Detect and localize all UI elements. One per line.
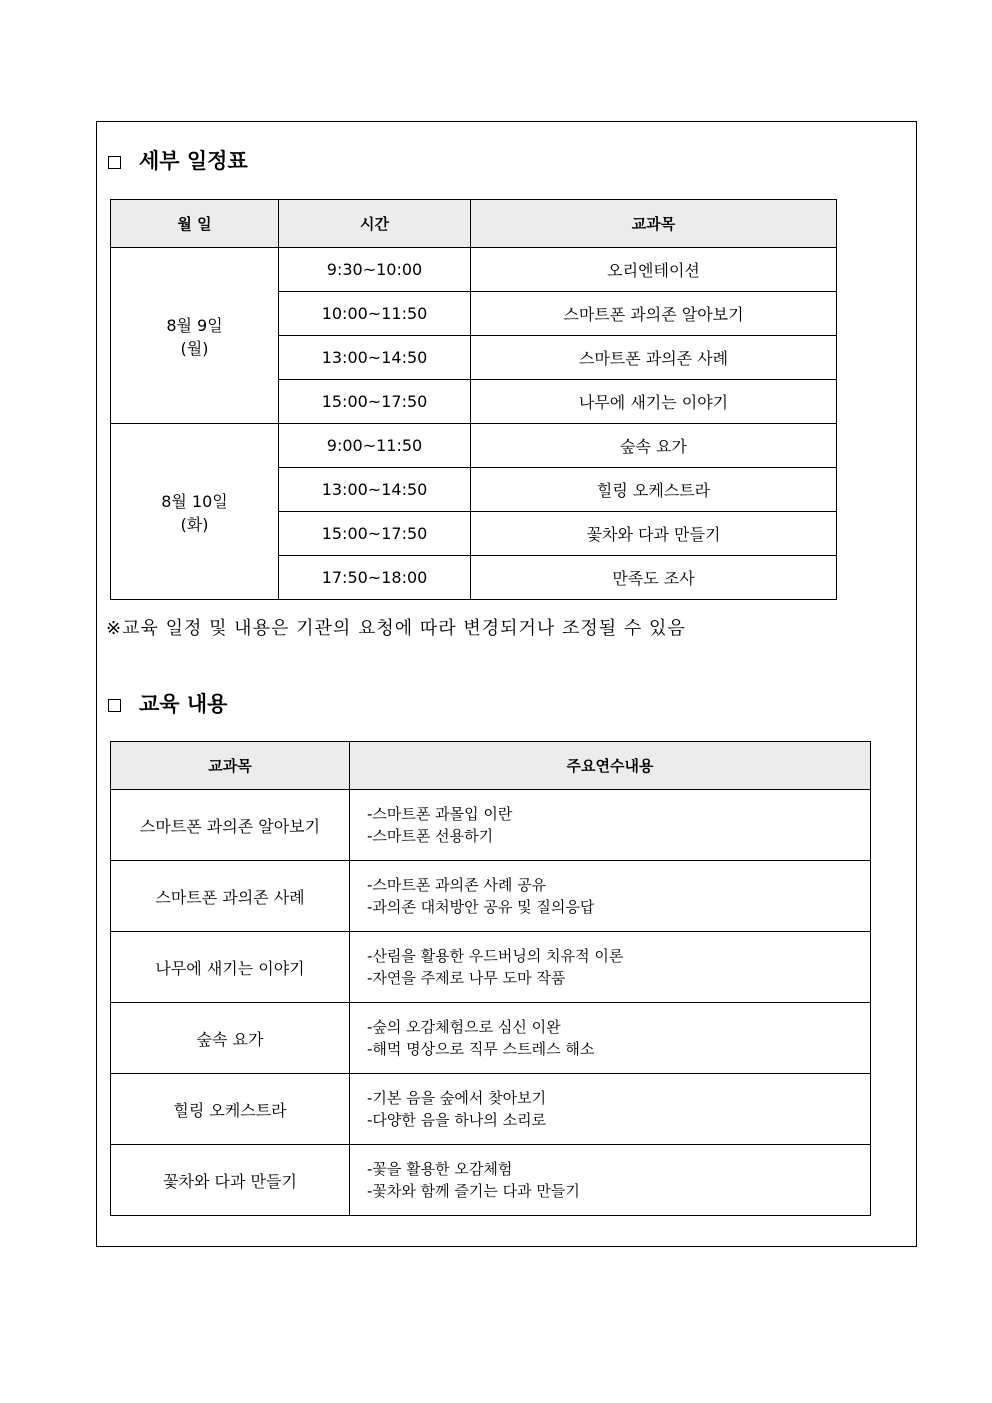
subject-cell: 숲속 요가	[111, 1003, 350, 1074]
time-cell: 13:00~14:50	[279, 336, 471, 380]
time-cell: 13:00~14:50	[279, 468, 471, 512]
table-row	[111, 861, 871, 932]
schedule-header-row	[111, 200, 837, 248]
date-cell: 8월 10일 (화)	[111, 424, 279, 600]
time-cell: 17:50~18:00	[279, 556, 471, 600]
header-date: 월 일	[111, 200, 279, 248]
header-subject: 교과목	[111, 742, 350, 790]
schedule-section-title: 세부 일정표	[108, 146, 248, 176]
details-cell: -기본 음을 숲에서 찾아보기 -다양한 음을 하나의 소리로	[350, 1074, 871, 1145]
table-row	[111, 248, 837, 292]
time-cell: 15:00~17:50	[279, 512, 471, 556]
table-row	[111, 1003, 871, 1074]
subject-cell: 숲속 요가	[471, 424, 837, 468]
time-cell: 10:00~11:50	[279, 292, 471, 336]
table-row	[111, 932, 871, 1003]
table-row	[111, 1145, 871, 1216]
details-cell: -스마트폰 과의존 사례 공유 -과의존 대처방안 공유 및 질의응답	[350, 861, 871, 932]
subject-cell: 스마트폰 과의존 사례	[111, 861, 350, 932]
subject-cell: 나무에 새기는 이야기	[471, 380, 837, 424]
subject-cell: 오리엔테이션	[471, 248, 837, 292]
header-details: 주요연수내용	[350, 742, 871, 790]
table-row	[111, 424, 837, 468]
details-cell: -꽃을 활용한 오감체험 -꽃차와 함께 즐기는 다과 만들기	[350, 1145, 871, 1216]
table-row	[111, 1074, 871, 1145]
content-table	[110, 741, 871, 1216]
subject-cell: 스마트폰 과의존 알아보기	[471, 292, 837, 336]
checkbox-square-icon	[108, 699, 121, 712]
content-section-title: 교육 내용	[108, 689, 227, 719]
subject-cell: 힐링 오케스트라	[111, 1074, 350, 1145]
header-subject: 교과목	[471, 200, 837, 248]
time-cell: 9:30~10:00	[279, 248, 471, 292]
subject-cell: 꽃차와 다과 만들기	[111, 1145, 350, 1216]
details-cell: -숲의 오감체험으로 심신 이완 -해먹 명상으로 직무 스트레스 해소	[350, 1003, 871, 1074]
details-cell: -산림을 활용한 우드버닝의 치유적 이론 -자연을 주제로 나무 도마 작품	[350, 932, 871, 1003]
header-time: 시간	[279, 200, 471, 248]
date-cell: 8월 9일 (월)	[111, 248, 279, 424]
table-row	[111, 790, 871, 861]
subject-cell: 스마트폰 과의존 알아보기	[111, 790, 350, 861]
time-cell: 15:00~17:50	[279, 380, 471, 424]
content-header-row	[111, 742, 871, 790]
subject-cell: 힐링 오케스트라	[471, 468, 837, 512]
subject-cell: 만족도 조사	[471, 556, 837, 600]
schedule-table	[110, 199, 837, 600]
details-cell: -스마트폰 과몰입 이란 -스마트폰 선용하기	[350, 790, 871, 861]
subject-cell: 꽃차와 다과 만들기	[471, 512, 837, 556]
subject-cell: 나무에 새기는 이야기	[111, 932, 350, 1003]
time-cell: 9:00~11:50	[279, 424, 471, 468]
checkbox-square-icon	[108, 156, 121, 169]
schedule-note: ※교육 일정 및 내용은 기관의 요청에 따라 변경되거나 조정될 수 있음	[106, 618, 686, 639]
subject-cell: 스마트폰 과의존 사례	[471, 336, 837, 380]
